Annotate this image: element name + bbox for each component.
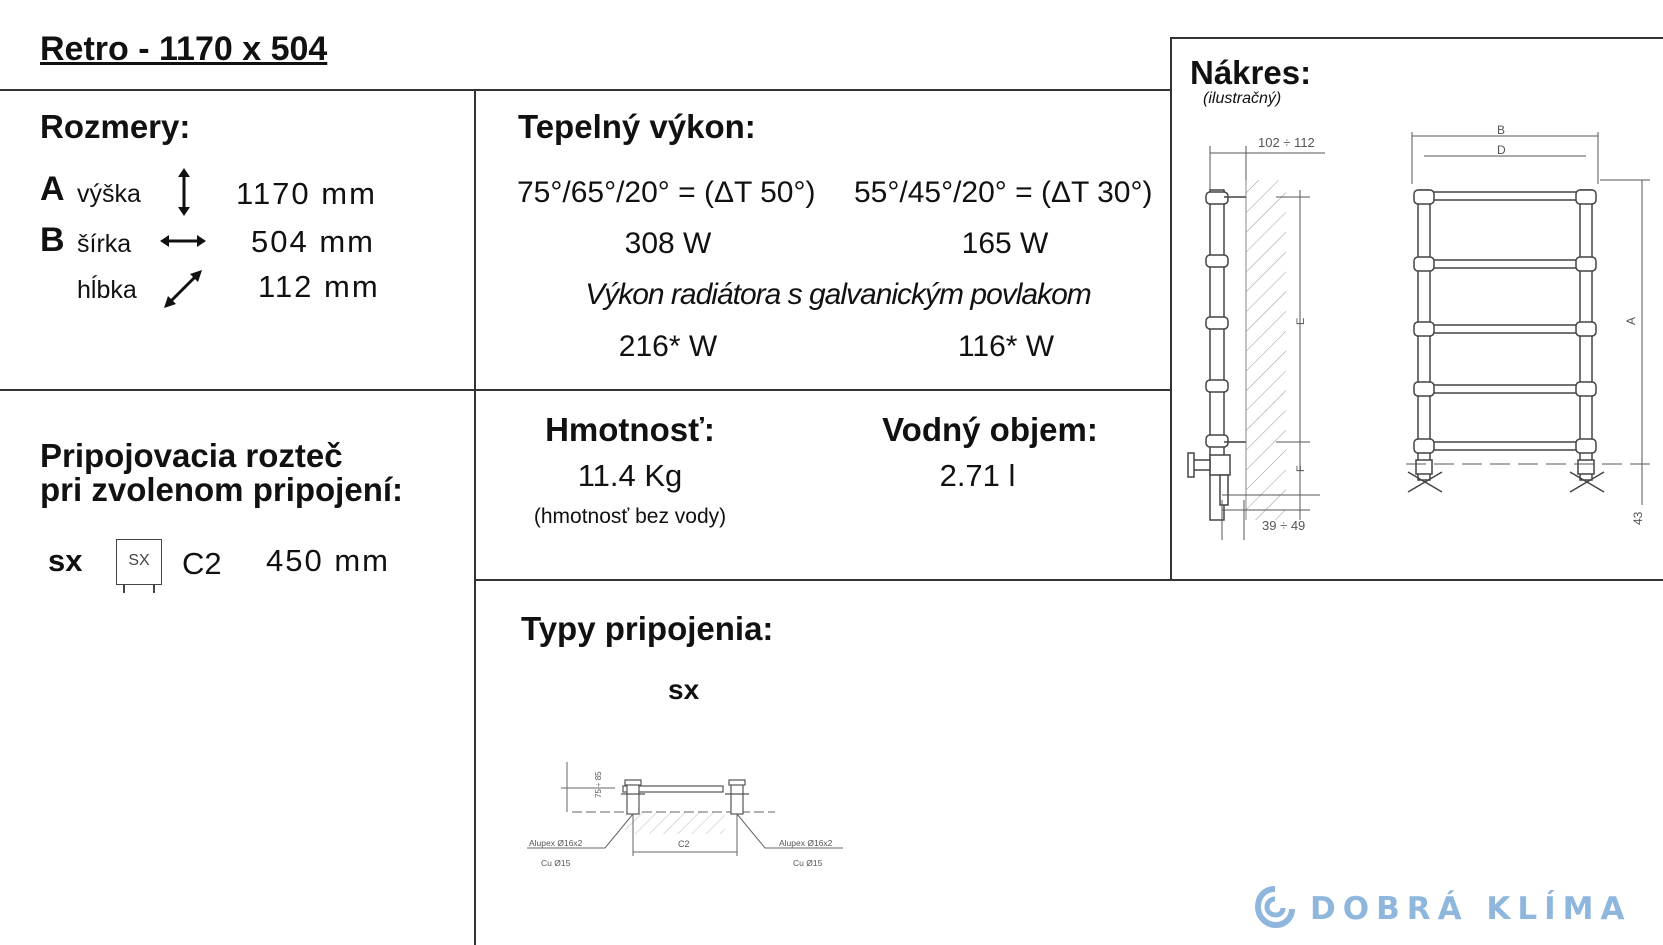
dim-letter-b: B	[40, 221, 65, 259]
label-b: B	[1497, 123, 1506, 137]
dim-43: 43	[1631, 511, 1645, 525]
tepelny-col1-galvanic: 216* W	[618, 330, 718, 363]
dim-label-vyska: výška	[77, 180, 141, 208]
tepelny-col1-value: 308 W	[624, 227, 712, 260]
vertical-dim-label: 75 ÷ 85	[594, 771, 603, 798]
nakres-subheading: (ilustračný)	[1203, 90, 1282, 107]
hmotnost-note: (hmotnosť bez vody)	[533, 505, 727, 528]
side-dim-bottom: 39 ÷ 49	[1262, 518, 1306, 533]
rozmery-heading: Rozmery:	[40, 108, 191, 145]
connection-type-label: sx	[48, 543, 83, 578]
label-a: A	[1624, 316, 1638, 325]
tepelny-col2-value: 165 W	[961, 227, 1049, 260]
nakres-left-border	[1170, 37, 1172, 580]
logo-swirl-icon	[1254, 885, 1296, 929]
dim-value-hlbka: 112 mm	[258, 269, 380, 304]
nakres-heading: Nákres:	[1190, 54, 1312, 91]
left-label-2: Cu Ø15	[541, 858, 571, 868]
dim-value-b: 504 mm	[251, 224, 375, 259]
dim-value-a: 1170 mm	[236, 176, 377, 211]
vertical-arrow-icon	[172, 168, 196, 216]
left-label-1: Alupex Ø16x2	[529, 838, 583, 848]
hmotnost-value: 11.4 Kg	[577, 458, 683, 493]
hmotnost-heading: Hmotnosť:	[545, 411, 715, 448]
tepelny-col1-header: 75°/65°/20° = (ΔT 50°)	[517, 176, 816, 209]
label-e: E	[1295, 317, 1307, 325]
sx-icon-pipe-right	[153, 585, 155, 593]
left-column-divider	[474, 89, 476, 945]
horizontal-arrow-icon	[160, 230, 206, 252]
right-label-1: Alupex Ø16x2	[779, 838, 833, 848]
right-label-2: Cu Ø15	[793, 858, 823, 868]
typy-heading: Typy pripojenia:	[521, 610, 774, 647]
radiator-technical-drawing	[1180, 120, 1660, 560]
diagonal-arrow-icon	[162, 268, 204, 310]
connection-type-drawing	[525, 760, 845, 875]
dim-letter-a: A	[40, 170, 65, 208]
c2-label: C2	[678, 839, 690, 849]
tepelny-col2-galvanic: 116* W	[957, 330, 1055, 363]
typy-type-label: sx	[668, 674, 700, 705]
galvanic-note: Výkon radiátora s galvanickým povlakom	[585, 278, 1091, 311]
sx-icon-label: SX	[128, 552, 150, 569]
connection-c-label: C2	[182, 546, 222, 581]
nakres-top-border	[1170, 37, 1663, 39]
pripojovacia-heading-1: Pripojovacia rozteč	[40, 437, 343, 474]
tepelny-heading: Tepelný výkon:	[518, 108, 756, 145]
label-f: F	[1295, 465, 1307, 472]
logo-text: DOBRÁ KLÍMA	[1310, 891, 1632, 927]
tepelny-col2-header: 55°/45°/20° = (ΔT 30°)	[854, 176, 1153, 209]
sx-connection-icon	[116, 539, 162, 585]
page-title: Retro - 1170 x 504	[40, 30, 328, 68]
title-underline-rule	[0, 89, 1170, 91]
sx-icon-pipe-left	[123, 585, 125, 593]
row-divider-1	[0, 389, 1170, 391]
dim-label-hlbka: hĺbka	[77, 276, 137, 304]
connection-distance: 450 mm	[266, 543, 390, 578]
objem-value: 2.71 l	[939, 458, 1016, 493]
row-divider-2	[474, 579, 1663, 581]
dim-label-sirka: šírka	[77, 230, 132, 258]
label-d: D	[1497, 143, 1506, 157]
side-dim-top: 102 ÷ 112	[1258, 135, 1315, 150]
objem-heading: Vodný objem:	[882, 411, 1098, 448]
pripojovacia-heading-2: pri zvolenom pripojení:	[40, 471, 404, 508]
